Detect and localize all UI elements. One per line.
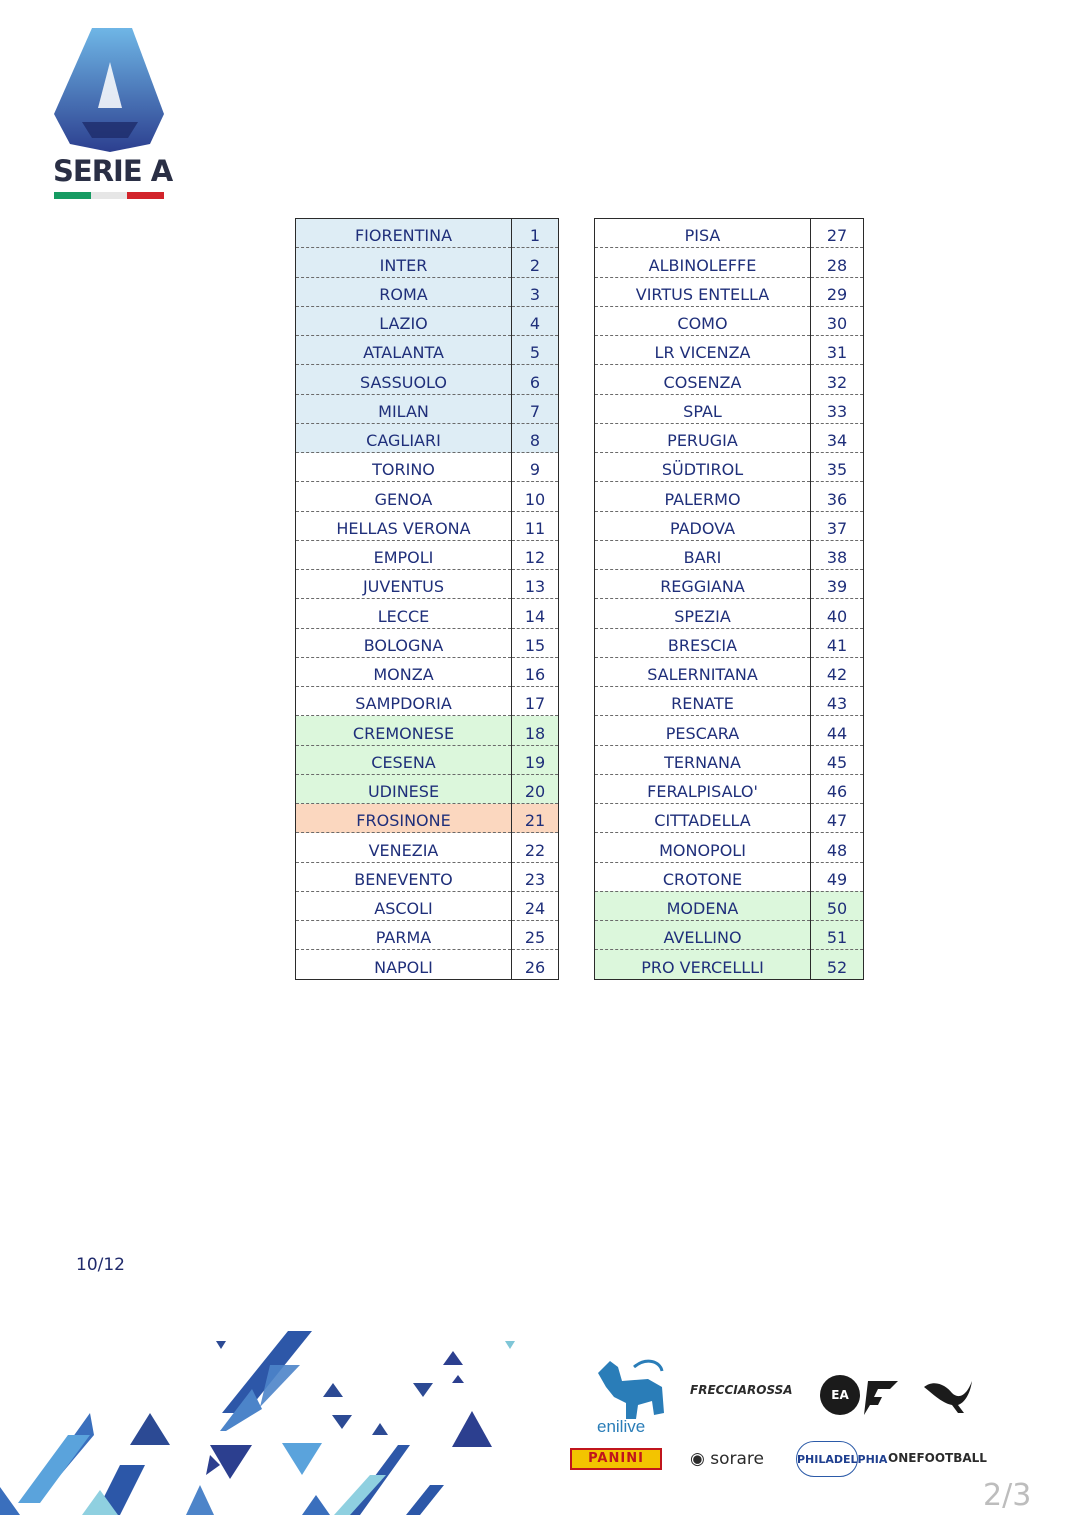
table-row: [595, 248, 864, 277]
team-position: 33: [811, 394, 864, 423]
team-position: 3: [512, 277, 559, 306]
team-position: 21: [512, 804, 559, 833]
team-position: 38: [811, 540, 864, 569]
team-position: 47: [811, 804, 864, 833]
team-name: SÜDTIROL: [595, 453, 811, 482]
team-position: 9: [512, 453, 559, 482]
table-row: [595, 277, 864, 306]
team-position: 18: [512, 716, 559, 745]
serie-a-wordmark: SERIE A: [53, 154, 173, 188]
team-position: 43: [811, 687, 864, 716]
flag-green: [54, 192, 91, 199]
team-name: PRO VERCELLLI: [595, 950, 811, 979]
table-row: [296, 570, 559, 599]
table-row: [296, 423, 559, 452]
table-row: [296, 599, 559, 628]
enilive-logo: enilive: [597, 1417, 646, 1436]
team-name: CITTADELLA: [595, 804, 811, 833]
team-name: MILAN: [296, 394, 512, 423]
table-row: [296, 657, 559, 686]
table-row: [296, 394, 559, 423]
table-row: [595, 423, 864, 452]
team-name: AVELLINO: [595, 921, 811, 950]
team-name: PARMA: [296, 921, 512, 950]
team-name: LAZIO: [296, 306, 512, 335]
team-name: JUVENTUS: [296, 570, 512, 599]
table-row: [595, 336, 864, 365]
team-name: ATALANTA: [296, 336, 512, 365]
team-name: MONZA: [296, 657, 512, 686]
sponsor-strip: [560, 1345, 1030, 1480]
table-row: [296, 921, 559, 950]
team-position: 49: [811, 862, 864, 891]
team-name: INTER: [296, 248, 512, 277]
team-position: 51: [811, 921, 864, 950]
team-position: 26: [524, 957, 546, 977]
table-row: [296, 628, 559, 657]
team-position: 34: [811, 423, 864, 452]
team-name: VIRTUS ENTELLA: [595, 277, 811, 306]
team-name: CESENA: [296, 745, 512, 774]
table-row: [296, 950, 559, 979]
team-name: FIORENTINA: [296, 219, 512, 248]
team-position: 7: [512, 394, 559, 423]
team-name: BOLOGNA: [296, 628, 512, 657]
table-row: [296, 716, 559, 745]
team-position: 39: [811, 570, 864, 599]
team-name: TORINO: [296, 453, 512, 482]
team-name: CAGLIARI: [296, 423, 512, 452]
team-position: 44: [811, 716, 864, 745]
table-row: [296, 540, 559, 569]
team-position: 30: [811, 306, 864, 335]
team-position: 6: [512, 365, 559, 394]
table-row: [595, 394, 864, 423]
team-position: 2: [512, 248, 559, 277]
team-position: 35: [811, 453, 864, 482]
table-row: [296, 453, 559, 482]
decorative-triangles: [0, 1325, 520, 1515]
table-row: [595, 540, 864, 569]
table-row: [296, 511, 559, 540]
table-row: [595, 687, 864, 716]
team-position: 28: [811, 248, 864, 277]
table-row: [595, 306, 864, 335]
team-position: 13: [512, 570, 559, 599]
team-name: PADOVA: [595, 511, 811, 540]
table-row: [296, 482, 559, 511]
italian-flag-stripe: [54, 192, 164, 199]
team-position: 25: [512, 921, 559, 950]
table-row: [595, 599, 864, 628]
team-position: 16: [512, 657, 559, 686]
team-name: LR VICENZA: [595, 336, 811, 365]
team-position: 48: [811, 833, 864, 862]
team-position: 32: [811, 365, 864, 394]
standings-table-right: [594, 218, 864, 980]
team-position: 42: [811, 657, 864, 686]
team-position: 29: [811, 277, 864, 306]
svg-text:EA: EA: [831, 1388, 849, 1402]
frecciarossa-logo: FRECCIAROSSA: [690, 1383, 793, 1397]
team-name: SPEZIA: [595, 599, 811, 628]
team-name: BARI: [595, 540, 811, 569]
philadelphia-logo: PHILADELPHIA: [796, 1441, 858, 1477]
team-name: SAMPDORIA: [296, 687, 512, 716]
team-name: ROMA: [296, 277, 512, 306]
team-position: 27: [811, 219, 864, 248]
team-name: GENOA: [296, 482, 512, 511]
team-position: 37: [811, 511, 864, 540]
team-position: 41: [811, 628, 864, 657]
team-position: 5: [512, 336, 559, 365]
table-row: [296, 774, 559, 803]
team-name: COSENZA: [595, 365, 811, 394]
team-name: PALERMO: [595, 482, 811, 511]
team-name: COMO: [595, 306, 811, 335]
table-row: [296, 277, 559, 306]
team-position: 8: [512, 423, 559, 452]
flag-red: [127, 192, 164, 199]
table-row: [595, 511, 864, 540]
table-row: [595, 862, 864, 891]
table-row: [595, 570, 864, 599]
team-name: CREMONESE: [296, 716, 512, 745]
team-position: 45: [811, 745, 864, 774]
table-row: [296, 219, 559, 248]
team-position: 17: [512, 687, 559, 716]
table-row: [296, 687, 559, 716]
team-name: PERUGIA: [595, 423, 811, 452]
team-position: 50: [811, 891, 864, 920]
table-row: [296, 365, 559, 394]
table-row: [296, 306, 559, 335]
team-name: CROTONE: [595, 862, 811, 891]
team-name: BENEVENTO: [296, 862, 512, 891]
table-row: [296, 833, 559, 862]
table-row: [595, 219, 864, 248]
viewer-page-indicator: 2/3: [983, 1478, 1032, 1513]
standings-table-left: [295, 218, 559, 980]
team-name: UDINESE: [296, 774, 512, 803]
team-name: NAPOLI: [296, 950, 512, 979]
team-position: 36: [811, 482, 864, 511]
team-position: 19: [512, 745, 559, 774]
table-row: [595, 921, 864, 950]
table-row: [296, 891, 559, 920]
team-name: SALERNITANA: [595, 657, 811, 686]
team-name: PISA: [595, 219, 811, 248]
team-name: MODENA: [595, 891, 811, 920]
table-row: [296, 248, 559, 277]
sorare-logo: [690, 1449, 764, 1469]
team-position: 4: [512, 306, 559, 335]
team-position: 40: [811, 599, 864, 628]
team-position: 10: [512, 482, 559, 511]
flag-white: [91, 192, 128, 199]
team-position: 46: [811, 774, 864, 803]
team-name: MONOPOLI: [595, 833, 811, 862]
team-position: 23: [512, 862, 559, 891]
team-position: 52: [826, 957, 848, 977]
table-row: [296, 745, 559, 774]
table-row: [595, 745, 864, 774]
team-name: PESCARA: [595, 716, 811, 745]
table-row: [296, 336, 559, 365]
team-name: ALBINOLEFFE: [595, 248, 811, 277]
table-row: [595, 891, 864, 920]
team-position: 15: [512, 628, 559, 657]
puma-cat-icon: [922, 1373, 974, 1415]
team-name: TERNANA: [595, 745, 811, 774]
table-row: [595, 833, 864, 862]
team-name: SASSUOLO: [296, 365, 512, 394]
table-row: [296, 862, 559, 891]
table-row: [595, 482, 864, 511]
team-name: HELLAS VERONA: [296, 511, 512, 540]
ea-sports-fc-icon: [818, 1373, 900, 1417]
team-position: 11: [512, 511, 559, 540]
team-name: SPAL: [595, 394, 811, 423]
panini-logo: PANINI: [570, 1448, 662, 1470]
team-position: 12: [512, 540, 559, 569]
table-row: [296, 804, 559, 833]
onefootball-logo: ONEFOOTBALL: [888, 1451, 987, 1465]
table-row: [595, 657, 864, 686]
table-row: [595, 365, 864, 394]
team-position: 20: [512, 774, 559, 803]
team-name: VENEZIA: [296, 833, 512, 862]
team-name: ASCOLI: [296, 891, 512, 920]
team-name: FERALPISALO': [595, 774, 811, 803]
sorare-circle-icon: ◉: [690, 1449, 705, 1469]
team-name: EMPOLI: [296, 540, 512, 569]
table-row: [595, 774, 864, 803]
page-number: 10/12: [76, 1255, 125, 1275]
table-row: [595, 628, 864, 657]
team-name: BRESCIA: [595, 628, 811, 657]
table-row: [595, 950, 864, 979]
table-row: [595, 453, 864, 482]
team-position: 24: [512, 891, 559, 920]
team-name: LECCE: [296, 599, 512, 628]
table-row: [595, 804, 864, 833]
team-position: 1: [512, 219, 559, 248]
team-name: FROSINONE: [296, 804, 512, 833]
team-position: 22: [512, 833, 559, 862]
team-name: REGGIANA: [595, 570, 811, 599]
team-name: RENATE: [595, 687, 811, 716]
sorare-text: sorare: [710, 1449, 764, 1469]
team-position: 14: [512, 599, 559, 628]
table-row: [595, 716, 864, 745]
team-position: 31: [811, 336, 864, 365]
